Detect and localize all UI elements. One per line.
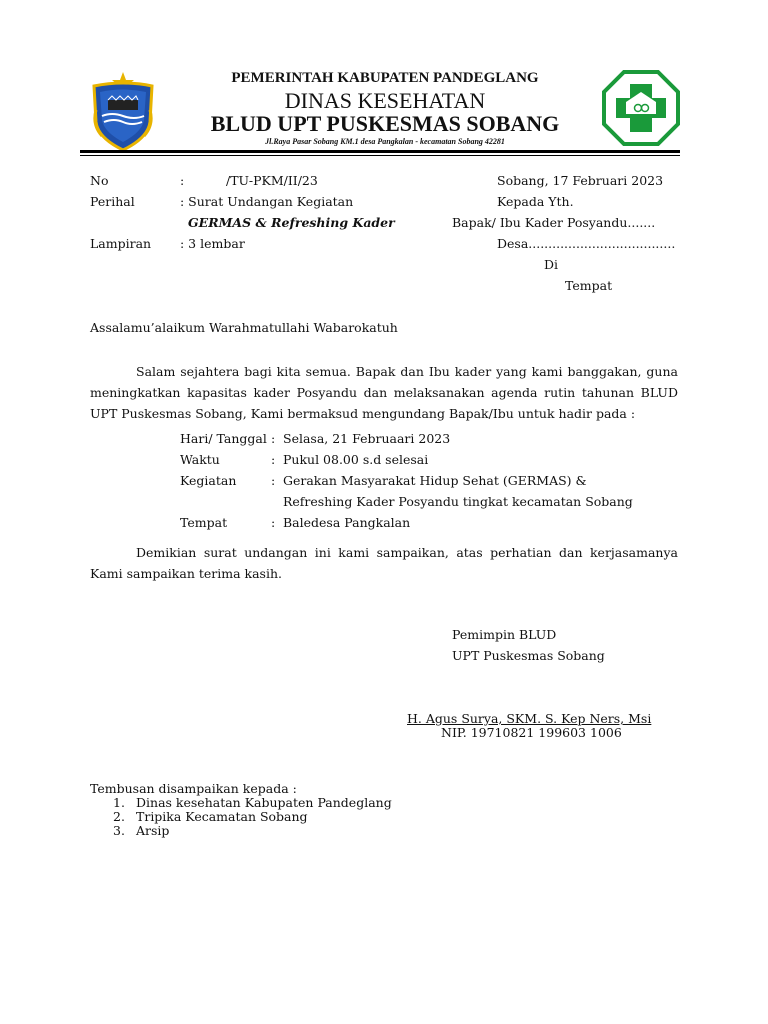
header-agency: DINAS KESEHATAN: [284, 88, 486, 113]
signatory-name: H. Agus Surya, SKM. S. Kep Ners, Msi: [407, 711, 652, 726]
hari-value: Selasa, 21 Februaari 2023: [283, 431, 451, 446]
closing-paragraph: Demikian surat undangan ini kami sampaikan, atas perhatian dan kerjasamanya Kami sampaikan terima kasih.: [90, 545, 678, 581]
perihal-value: : Surat Undangan Kegiatan: [180, 194, 354, 209]
recipient-place: Tempat: [565, 278, 613, 293]
kepada-yth: Kepada Yth.: [497, 194, 574, 209]
header-government: PEMERINTAH KABUPATEN PANDEGLANG: [231, 70, 539, 86]
header-address: Jl.Raya Pasar Sobang KM.1 desa Pangkalan - kecamatan Sobang 42281: [265, 137, 505, 146]
cc-item-3-num: 3.: [113, 823, 125, 838]
header-rule-thick: [80, 150, 680, 153]
cc-heading: Tembusan disampaikan kepada :: [90, 781, 297, 796]
signatory-title-1: Pemimpin BLUD: [452, 627, 557, 642]
letter-number: /TU-PKM/II/23: [226, 173, 318, 188]
cc-item-3: Arsip: [136, 823, 170, 838]
cc-item-1: Dinas kesehatan Kabupaten Pandeglang: [136, 795, 392, 810]
waktu-sep: :: [271, 452, 276, 467]
header-institution: BLUD UPT PUSKESMAS SOBANG: [210, 111, 560, 136]
hari-label: Hari/ Tanggal: [180, 431, 267, 446]
waktu-value: Pukul 08.00 s.d selesai: [283, 452, 429, 467]
perihal-subject: GERMAS & Refreshing Kader: [188, 215, 395, 230]
puskesmas-logo: [602, 70, 680, 146]
intro-paragraph: Salam sejahtera bagi kita semua. Bapak dan Ibu kader yang kami banggakan, guna meningkatkan kapasitas kader Posyandu dan melaksanakan agenda rutin tahunan BLUD UPT Puskesmas Sobang, Kami bermaksud mengundang Bapak/Ibu untuk hadir pada :: [90, 364, 678, 421]
lampiran-label: Lampiran: [90, 236, 152, 251]
hari-sep: :: [271, 431, 276, 446]
signatory-title-2: UPT Puskesmas Sobang: [452, 648, 605, 663]
kegiatan-label: Kegiatan: [180, 473, 237, 488]
cc-item-1-num: 1.: [113, 795, 125, 810]
header-rule-thin: [80, 155, 680, 156]
tempat-label: Tempat: [180, 515, 228, 530]
waktu-label: Waktu: [180, 452, 220, 467]
cc-item-2-num: 2.: [113, 809, 125, 824]
kegiatan-value-1: Gerakan Masyarakat Hidup Sehat (GERMAS) &: [283, 473, 587, 488]
signatory-nip: NIP. 19710821 199603 1006: [441, 725, 622, 740]
lampiran-value: : 3 lembar: [180, 236, 245, 251]
recipient-village: Desa.....................................: [497, 236, 676, 251]
greeting: Assalamu’alaikum Warahmatullahi Wabarokatuh: [90, 320, 398, 335]
cc-item-2: Tripika Kecamatan Sobang: [136, 809, 308, 824]
regency-emblem: [88, 70, 158, 152]
no-separator: :: [180, 173, 185, 188]
recipient: Bapak/ Ibu Kader Posyandu.......: [452, 215, 656, 230]
tempat-sep: :: [271, 515, 276, 530]
letter-date: Sobang, 17 Februari 2023: [497, 173, 664, 188]
recipient-di: Di: [544, 257, 559, 272]
kegiatan-value-2: Refreshing Kader Posyandu tingkat kecamatan Sobang: [283, 494, 633, 509]
kegiatan-sep: :: [271, 473, 276, 488]
perihal-label: Perihal: [90, 194, 135, 209]
no-label: No: [90, 173, 109, 188]
tempat-value: Baledesa Pangkalan: [283, 515, 411, 530]
